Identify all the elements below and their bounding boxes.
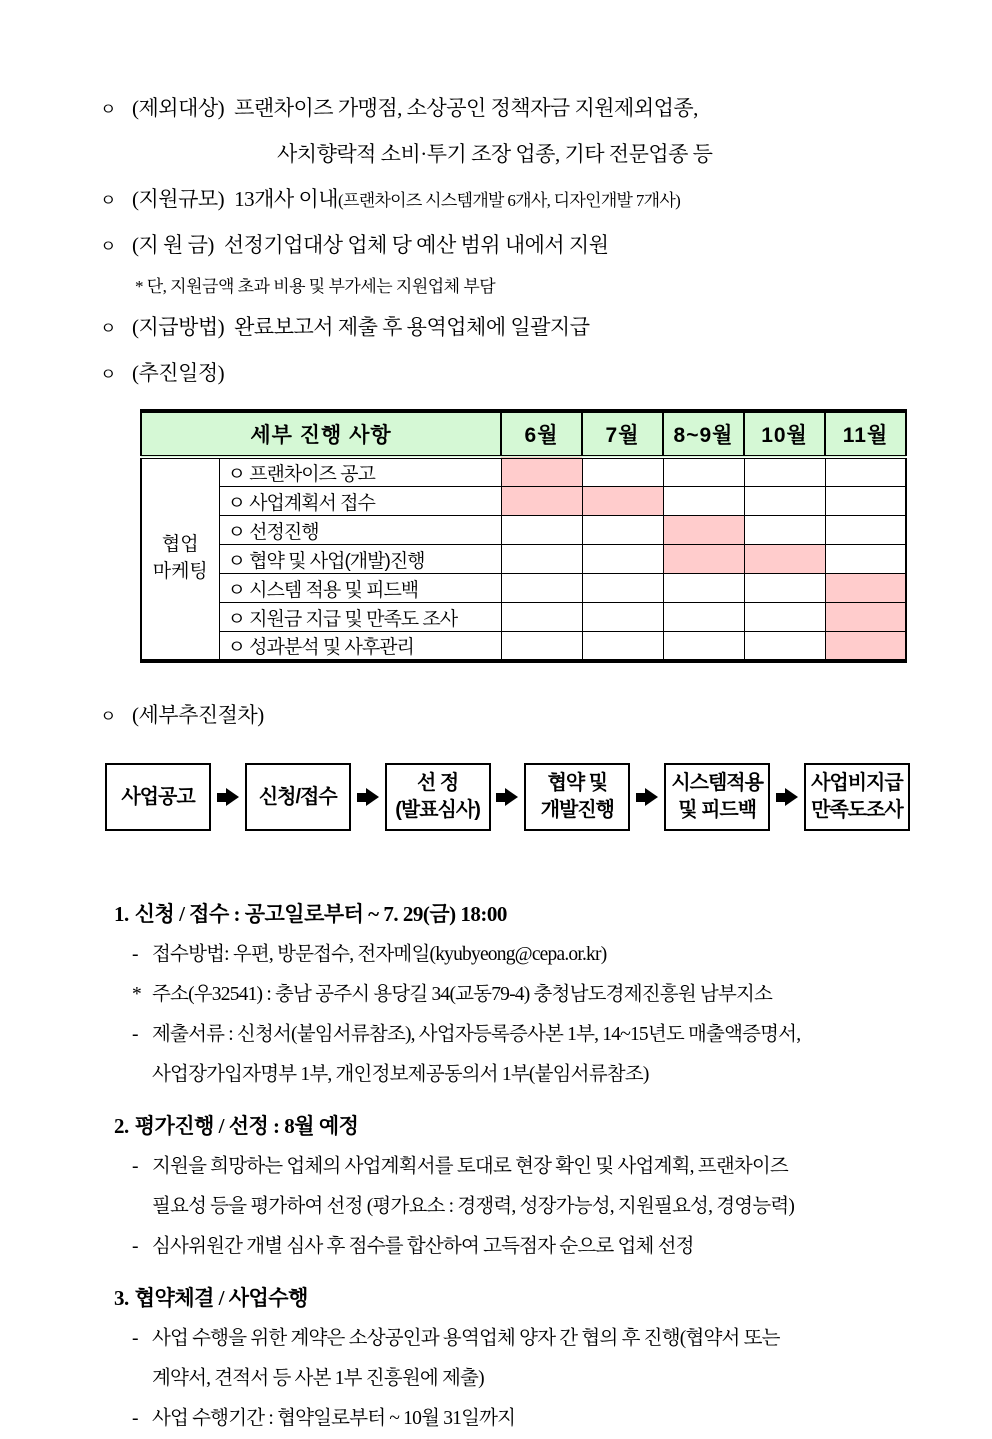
schedule-month-cell — [744, 632, 825, 662]
section-item — [132, 1227, 964, 1267]
schedule-task-cell: ㅇ 지원금 지급 및 만족도 조사 — [219, 603, 501, 632]
bullet-label: (세부추진절차) — [132, 703, 264, 727]
schedule-task-cell: ㅇ 시스템 적용 및 피드백 — [219, 574, 501, 603]
section-item — [132, 935, 964, 975]
arrow-right-icon — [217, 788, 239, 806]
section-heading: 2. 평가진행 / 선정 : 8월 예정 — [114, 1114, 359, 1138]
bullet-marker: ㅇ — [100, 707, 116, 726]
schedule-month-cell — [582, 632, 663, 662]
section-item — [132, 975, 964, 1015]
bullet-item-exclusion — [100, 86, 992, 132]
schedule-header-task: 세부 진행 사항 — [141, 411, 501, 457]
schedule-task-cell: ㅇ 선정진행 — [219, 516, 501, 545]
schedule-month-cell — [825, 516, 906, 545]
bullet-text: 선정기업대상 업체 당 예산 범위 내에서 지원 — [223, 233, 609, 257]
bullet-item-exclusion-line2: 사치향락적 소비·투기 조장 업종, 기타 전문업종 등 — [277, 142, 713, 166]
bullet-label: (지 원 금) — [132, 233, 214, 257]
section-item — [132, 1399, 964, 1439]
schedule-month-cell — [501, 574, 582, 603]
numbered-sections — [114, 893, 964, 1439]
process-step-payment-survey: 사업비지급 만족도조사 — [804, 763, 910, 831]
item-marker: * — [132, 984, 141, 1005]
bullet-label: (추진일정) — [132, 361, 225, 385]
bullet-marker: ㅇ — [100, 191, 116, 210]
schedule-header-month: 8~9월 — [663, 411, 744, 457]
bullet-label: (지원규모) — [132, 187, 225, 211]
schedule-month-cell — [744, 603, 825, 632]
arrow-right-icon — [357, 788, 379, 806]
schedule-header-month: 10월 — [744, 411, 825, 457]
schedule-row — [141, 516, 906, 545]
bullet-label: (지급방법) — [132, 315, 225, 339]
schedule-header-row — [141, 411, 906, 457]
schedule-month-cell — [501, 457, 582, 487]
schedule-month-cell — [501, 632, 582, 662]
item-marker: - — [132, 1236, 138, 1257]
process-step-agreement: 협약 및 개발진행 — [524, 763, 630, 831]
schedule-task-cell: ㅇ 프랜차이즈 공고 — [219, 457, 501, 487]
item-marker: - — [132, 1156, 138, 1177]
schedule-month-cell — [663, 574, 744, 603]
item-line: 주소(우32541) : 충남 공주시 용당길 34(교동79-4) 충청남도경제진흥원 남부지소 — [152, 984, 773, 1005]
process-step-application: 신청/접수 — [245, 763, 351, 831]
schedule-month-cell — [744, 574, 825, 603]
schedule-month-cell — [663, 545, 744, 574]
item-line: 접수방법: 우편, 방문접수, 전자메일(kyubyeong@cepa.or.kr) — [152, 944, 607, 965]
schedule-table — [140, 409, 907, 663]
section-item — [132, 1147, 964, 1227]
item-marker: - — [132, 1408, 138, 1429]
schedule-month-cell — [744, 545, 825, 574]
schedule-task-cell: ㅇ 성과분석 및 사후관리 — [219, 632, 501, 662]
item-line: 사업 수행을 위한 계약은 소상공인과 용역업체 양자 간 협의 후 진행(협약서 또는 — [152, 1328, 780, 1349]
schedule-header-month: 6월 — [501, 411, 582, 457]
item-line: 사업장가입자명부 1부, 개인정보제공동의서 1부(붙임서류참조) — [152, 1064, 649, 1085]
schedule-row — [141, 603, 906, 632]
schedule-month-cell — [744, 457, 825, 487]
arrow-right-icon — [636, 788, 658, 806]
bullet-item-fund — [100, 223, 992, 269]
bullet-text: 프랜차이즈 가맹점, 소상공인 정책자금 지원제외업종, — [234, 96, 698, 120]
schedule-month-cell — [744, 487, 825, 516]
schedule-month-cell — [825, 457, 906, 487]
schedule-row — [141, 487, 906, 516]
schedule-month-cell — [663, 457, 744, 487]
schedule-month-cell — [501, 516, 582, 545]
schedule-month-cell — [582, 516, 663, 545]
section-evaluation — [114, 1105, 964, 1267]
schedule-month-cell — [825, 487, 906, 516]
item-line: 지원을 희망하는 업체의 사업계획서를 토대로 현장 확인 및 사업계획, 프랜차이즈 — [152, 1156, 788, 1177]
schedule-row — [141, 457, 906, 487]
schedule-header-month: 7월 — [582, 411, 663, 457]
section-application — [114, 893, 964, 1095]
bullet-list — [100, 86, 992, 397]
schedule-header-month: 11월 — [825, 411, 906, 457]
schedule-month-cell — [501, 487, 582, 516]
bullet-marker: ㅇ — [100, 365, 116, 384]
schedule-month-cell — [663, 487, 744, 516]
schedule-month-cell — [501, 603, 582, 632]
section-item — [132, 1319, 964, 1399]
bullet-item-procedure — [100, 693, 992, 739]
item-marker: - — [132, 1024, 138, 1045]
arrow-right-icon — [496, 788, 518, 806]
process-flow — [105, 763, 910, 831]
bullet-marker: ㅇ — [100, 100, 116, 119]
schedule-month-cell — [663, 632, 744, 662]
process-step-selection: 선 정 (발표심사) — [385, 763, 491, 831]
item-line: 사업 수행기간 : 협약일로부터 ~ 10월 31일까지 — [152, 1408, 516, 1429]
schedule-month-cell — [582, 487, 663, 516]
bullet-marker: ㅇ — [100, 319, 116, 338]
schedule-task-cell: ㅇ 협약 및 사업(개발)진행 — [219, 545, 501, 574]
arrow-right-icon — [776, 788, 798, 806]
bullet-item-payment — [100, 305, 992, 351]
schedule-month-cell — [744, 516, 825, 545]
bullet-text: 완료보고서 제출 후 용역업체에 일괄지급 — [234, 315, 590, 339]
schedule-row — [141, 545, 906, 574]
schedule-month-cell — [663, 516, 744, 545]
section-contract — [114, 1277, 964, 1439]
section-heading: 1. 신청 / 접수 : 공고일로부터 ~ 7. 29(금) 18:00 — [114, 902, 507, 926]
schedule-month-cell — [825, 574, 906, 603]
schedule-month-cell — [582, 545, 663, 574]
item-line: 계약서, 견적서 등 사본 1부 진흥원에 제출) — [152, 1368, 484, 1389]
item-line: 필요성 등을 평가하여 선정 (평가요소 : 경쟁력, 성장가능성, 지원필요성, 경영능력) — [152, 1196, 795, 1217]
schedule-group-cell: 협업 마케팅 — [141, 457, 219, 661]
schedule-month-cell — [663, 603, 744, 632]
schedule-month-cell — [825, 603, 906, 632]
schedule-month-cell — [582, 574, 663, 603]
section-item — [132, 1015, 964, 1095]
item-line: 심사위원간 개별 심사 후 점수를 합산하여 고득점자 순으로 업체 선정 — [152, 1236, 694, 1257]
schedule-row — [141, 632, 906, 662]
schedule-month-cell — [825, 632, 906, 662]
item-marker: - — [132, 944, 138, 965]
schedule-task-cell: ㅇ 사업계획서 접수 — [219, 487, 501, 516]
item-line: 제출서류 : 신청서(붙임서류참조), 사업자등록증사본 1부, 14~15년도 매출액증명서, — [152, 1024, 801, 1045]
bullet-label: (제외대상) — [132, 96, 225, 120]
bullet-item-timeline — [100, 351, 992, 397]
process-step-system-feedback: 시스템적용 및 피드백 — [664, 763, 770, 831]
bullet-marker: ㅇ — [100, 237, 116, 256]
section-heading: 3. 협약체결 / 사업수행 — [114, 1286, 308, 1310]
schedule-row — [141, 574, 906, 603]
schedule-month-cell — [582, 603, 663, 632]
process-step-announcement: 사업공고 — [105, 763, 211, 831]
bullet-footnote: * 단, 지원금액 초과 비용 및 부가세는 지원업체 부담 — [135, 277, 496, 296]
schedule-month-cell — [582, 457, 663, 487]
bullet-text: 13개사 이내 — [234, 187, 339, 211]
bullet-text-small: (프랜차이즈 시스템개발 6개사, 디자인개발 7개사) — [338, 191, 681, 210]
schedule-month-cell — [501, 545, 582, 574]
bullet-item-scale — [100, 177, 992, 223]
item-marker: - — [132, 1328, 138, 1349]
schedule-month-cell — [825, 545, 906, 574]
